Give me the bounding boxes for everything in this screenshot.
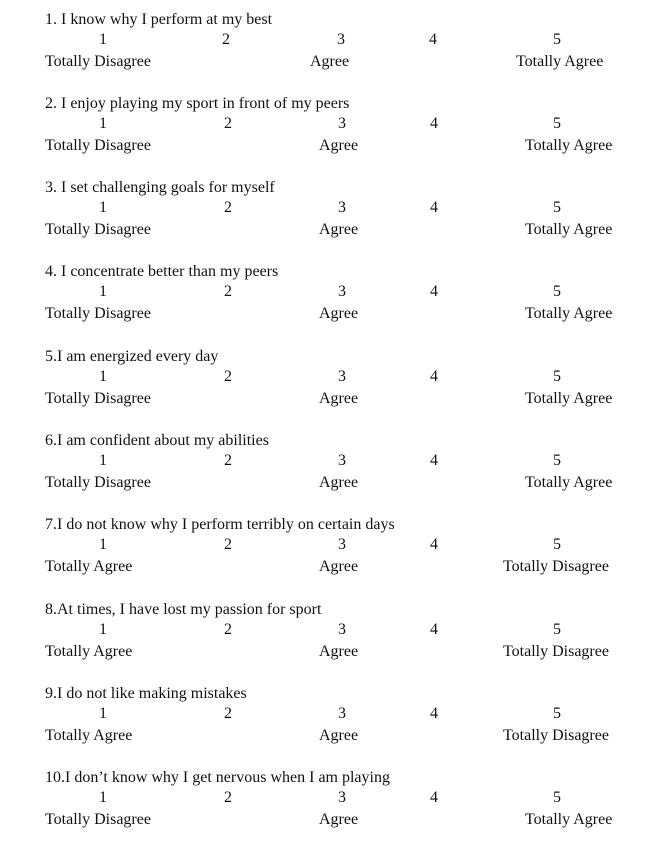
left-anchor-label: Totally Disagree [45,221,151,238]
scale-option-1[interactable]: 1 [99,621,107,638]
question-item [0,684,652,746]
middle-anchor-label: Agree [319,221,359,238]
scale-option-2[interactable]: 2 [222,31,230,48]
scale-option-2[interactable]: 2 [224,789,232,806]
left-anchor-label: Totally Disagree [45,53,151,70]
question-text: 4. I concentrate better than my peers [45,263,279,280]
scale-option-1[interactable]: 1 [99,31,107,48]
scale-option-4[interactable]: 4 [430,283,438,300]
middle-anchor-label: Agree [319,558,359,575]
scale-option-5[interactable]: 5 [553,283,561,300]
question-text: 8.At times, I have lost my passion for sport [45,601,322,618]
question-item [0,347,652,409]
scale-option-3[interactable]: 3 [338,705,346,722]
left-anchor-label: Totally Disagree [45,390,151,407]
question-text: 5.I am energized every day [45,348,219,365]
left-anchor-label: Totally Disagree [45,811,151,828]
scale-option-1[interactable]: 1 [99,199,107,216]
scale-option-2[interactable]: 2 [224,452,232,469]
scale-option-3[interactable]: 3 [338,452,346,469]
middle-anchor-label: Agree [319,643,359,660]
question-item [0,768,652,830]
scale-option-1[interactable]: 1 [99,115,107,132]
scale-option-5[interactable]: 5 [553,368,561,385]
question-text: 10.I don’t know why I get nervous when I am playing [45,769,390,786]
right-anchor-label: Totally Disagree [503,558,609,575]
scale-option-1[interactable]: 1 [99,283,107,300]
question-text: 9.I do not like making mistakes [45,685,247,702]
scale-option-4[interactable]: 4 [430,536,438,553]
scale-option-1[interactable]: 1 [99,536,107,553]
question-item [0,10,652,72]
right-anchor-label: Totally Agree [516,53,604,70]
middle-anchor-label: Agree [319,305,359,322]
scale-option-4[interactable]: 4 [430,789,438,806]
scale-option-3[interactable]: 3 [337,31,345,48]
scale-option-5[interactable]: 5 [553,705,561,722]
question-text: 1. I know why I perform at my best [45,11,273,28]
left-anchor-label: Totally Disagree [45,474,151,491]
right-anchor-label: Totally Agree [525,137,613,154]
right-anchor-label: Totally Agree [525,474,613,491]
middle-anchor-label: Agree [310,53,350,70]
right-anchor-label: Totally Agree [525,390,613,407]
question-item [0,431,652,493]
scale-option-1[interactable]: 1 [99,789,107,806]
right-anchor-label: Totally Agree [525,811,613,828]
scale-option-1[interactable]: 1 [99,368,107,385]
question-item [0,262,652,324]
question-item [0,178,652,240]
scale-option-1[interactable]: 1 [99,452,107,469]
question-item [0,600,652,662]
scale-option-3[interactable]: 3 [338,115,346,132]
question-item [0,94,652,156]
scale-option-2[interactable]: 2 [224,115,232,132]
scale-option-4[interactable]: 4 [430,115,438,132]
scale-option-2[interactable]: 2 [224,283,232,300]
left-anchor-label: Totally Agree [45,727,133,744]
scale-option-5[interactable]: 5 [553,536,561,553]
left-anchor-label: Totally Disagree [45,137,151,154]
question-item [0,515,652,577]
right-anchor-label: Totally Agree [525,305,613,322]
scale-option-5[interactable]: 5 [553,199,561,216]
scale-option-4[interactable]: 4 [430,199,438,216]
question-text: 3. I set challenging goals for myself [45,179,275,196]
scale-option-3[interactable]: 3 [338,199,346,216]
middle-anchor-label: Agree [319,811,359,828]
scale-option-3[interactable]: 3 [338,536,346,553]
scale-option-4[interactable]: 4 [430,621,438,638]
scale-option-3[interactable]: 3 [338,789,346,806]
scale-option-5[interactable]: 5 [553,452,561,469]
scale-option-5[interactable]: 5 [553,789,561,806]
scale-option-4[interactable]: 4 [430,452,438,469]
scale-option-2[interactable]: 2 [224,705,232,722]
scale-option-2[interactable]: 2 [224,621,232,638]
scale-option-3[interactable]: 3 [338,283,346,300]
scale-option-2[interactable]: 2 [224,368,232,385]
middle-anchor-label: Agree [319,390,359,407]
middle-anchor-label: Agree [319,474,359,491]
right-anchor-label: Totally Agree [525,221,613,238]
left-anchor-label: Totally Disagree [45,305,151,322]
scale-option-3[interactable]: 3 [338,621,346,638]
left-anchor-label: Totally Agree [45,643,133,660]
scale-option-1[interactable]: 1 [99,705,107,722]
scale-option-5[interactable]: 5 [553,115,561,132]
scale-option-2[interactable]: 2 [224,199,232,216]
question-text: 7.I do not know why I perform terribly on certain days [45,516,395,533]
scale-option-5[interactable]: 5 [553,31,561,48]
right-anchor-label: Totally Disagree [503,643,609,660]
scale-option-5[interactable]: 5 [553,621,561,638]
scale-option-4[interactable]: 4 [430,705,438,722]
middle-anchor-label: Agree [319,727,359,744]
question-text: 2. I enjoy playing my sport in front of my peers [45,95,350,112]
left-anchor-label: Totally Agree [45,558,133,575]
right-anchor-label: Totally Disagree [503,727,609,744]
middle-anchor-label: Agree [319,137,359,154]
scale-option-3[interactable]: 3 [338,368,346,385]
question-text: 6.I am confident about my abilities [45,432,269,449]
scale-option-4[interactable]: 4 [429,31,437,48]
scale-option-2[interactable]: 2 [224,536,232,553]
scale-option-4[interactable]: 4 [430,368,438,385]
